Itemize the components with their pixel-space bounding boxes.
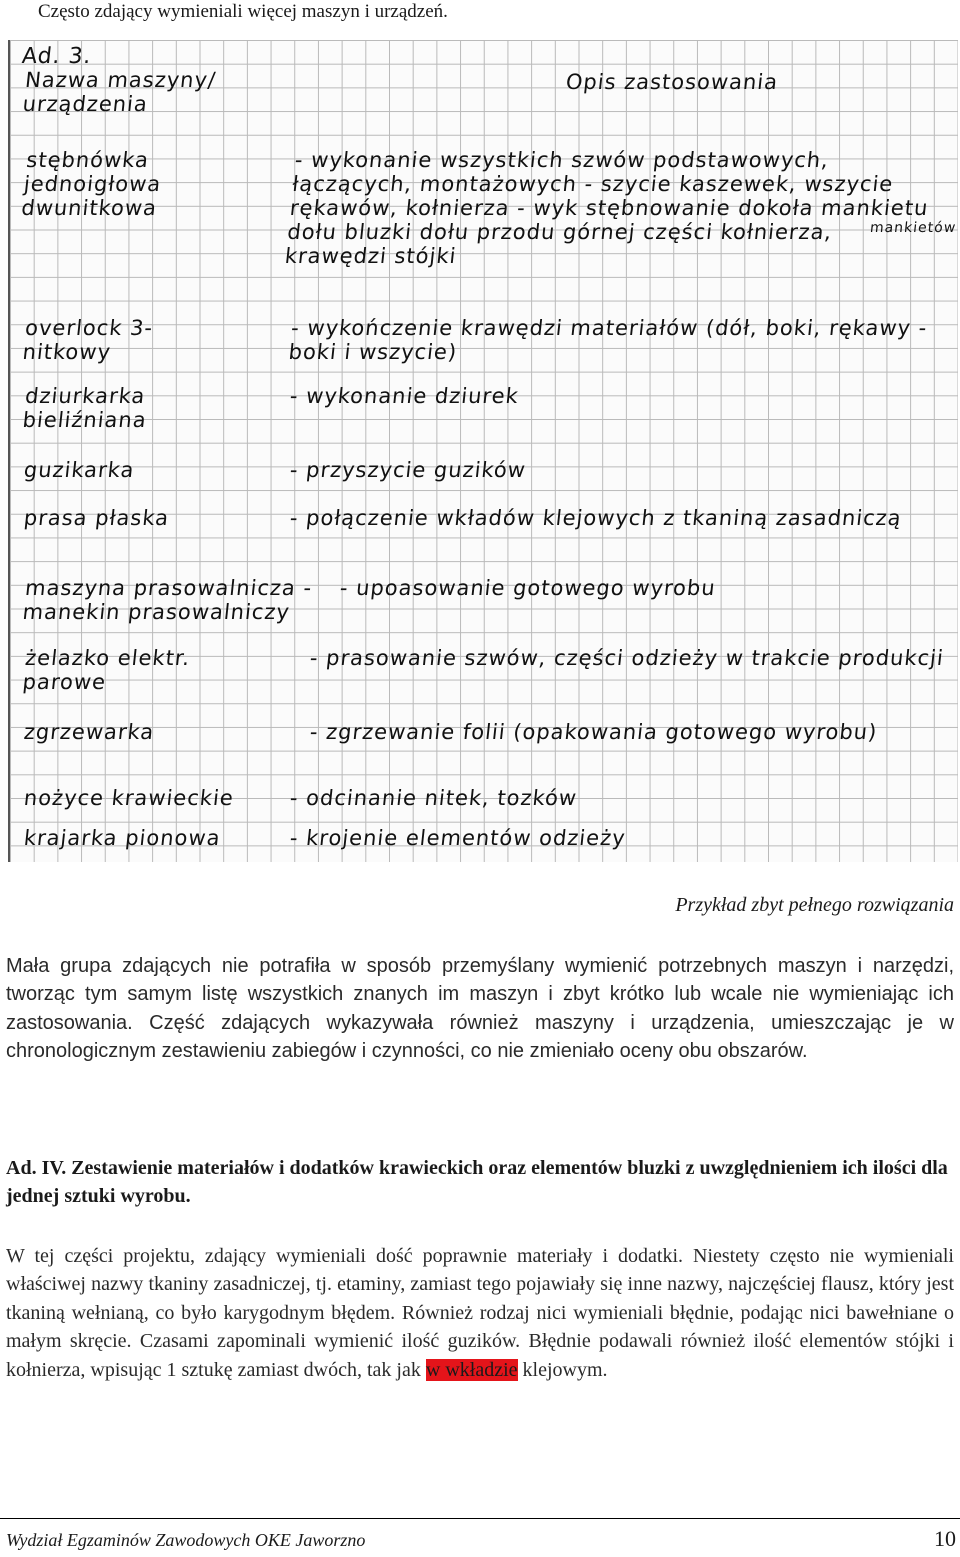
scan-row-name: overlock 3-nitkowy (21, 316, 155, 364)
scan-col1-header: Nazwa maszyny/ urządzenia (21, 68, 218, 116)
figure-caption: Przykład zbyt pełnego rozwiązania (675, 894, 954, 916)
footer-divider (0, 1518, 960, 1519)
scan-row-note: mankietów (869, 220, 958, 236)
scan-row-name: krajarka pionowa (22, 826, 222, 850)
scan-ad-label: Ad. 3. (20, 44, 93, 69)
scan-row-desc: - prasowanie szwów, części odzieży w trakcie produkcji (308, 646, 946, 670)
scan-row-name: guzikarka (22, 458, 136, 482)
scan-row-desc: - wykończenie krawędzi materiałów (dół, boki, rękawy - boki i wszycie) (287, 316, 929, 364)
footer-institution: Wydział Egzaminów Zawodowych OKE Jaworzno (6, 1530, 366, 1550)
paragraph-2-text: W tej części projektu, zdający wymieniali dość poprawnie materiały i dodatki. Niestety często nie wymieniali właściwej nazwy tkaniny zasadniczej, tj. etaminy, zamiast tego pojawiały się inne nazwy, najczęściej flausz, który jest tkaniną wełnianą, co było karygodnym błędem. Również rodzaj nici wymieniali błędnie, podając nici bawełniane o małym skręcie. Czasami zapominali wymienić ilość guzików. Błędnie podawali również ilość elementów stójki i kołnierza, wpisując 1 sztukę zamiast dwóch, tak jak (6, 1245, 954, 1381)
highlighted-phrase: w wkładzie (425, 1358, 518, 1381)
scan-row-desc: - zgrzewanie folii (opakowania gotowego wyrobu) (308, 720, 879, 744)
paragraph-2 (6, 1242, 954, 1384)
paragraph-2-end: klejowym. (517, 1358, 608, 1381)
scan-row-desc: - połączenie wkładów klejowych z tkaniną zasadniczą (288, 506, 903, 530)
scan-row-name: prasa płaska (22, 506, 171, 530)
scan-row-desc: - wykonanie dziurek (288, 384, 521, 408)
scan-row-name: nożyce krawieckie (22, 786, 236, 810)
scan-row-name: stębnówka jednoigłowa dwunitkowa (20, 148, 163, 220)
top-line-text: Często zdający wymieniali więcej maszyn i urządzeń. (38, 1, 448, 22)
scan-row-desc: - upoasowanie gotowego wyrobu (338, 576, 717, 600)
scan-row-desc: - przyszycie guzików (288, 458, 528, 482)
scan-row-name: żelazko elektr. parowe (21, 646, 192, 694)
scan-row-name: dziurkarka bieliźniana (21, 384, 148, 432)
scan-col2-header: Opis zastosowania (564, 70, 780, 94)
scan-row-name: zgrzewarka (22, 720, 156, 744)
scan-row-desc: - odcinanie nitek, tozków (288, 786, 579, 810)
handwritten-scan-image (8, 40, 958, 862)
section-heading: Ad. IV. Zestawienie materiałów i dodatków krawieckich oraz elementów bluzki z uwzględnieniem ich ilości dla jednej sztuki wyrobu. (6, 1157, 948, 1207)
paragraph-1: Mała grupa zdających nie potrafiła w sposób przemyślany wymienić potrzebnych maszyn i narzędzi, tworząc tym samym listę wszystkich znanych im maszyn i zbyt krótko lub wcale nie wymieniając ich zastosowania. Część zdających wykazywała również maszyny i urządzenia, umieszczając je w chronologicznym zestawieniu zabiegów i czynności, co nie zmieniało oceny obu obszarów. (6, 955, 954, 1063)
scan-row-desc: - krojenie elementów odzieży (288, 826, 627, 850)
page-number: 10 (934, 1526, 956, 1551)
scan-row-name: maszyna prasowalnicza - manekin prasowalniczy (21, 576, 314, 624)
scan-row-desc: - wykonanie wszystkich szwów podstawowych, łączących, montażowych - szycie kaszewek, wszycie rękawów, kołnierza - wyk stębnowanie dokoła mankietu dołu bluzki dołu przodu górnej części kołnierza, krawędzi stójki (283, 148, 930, 268)
